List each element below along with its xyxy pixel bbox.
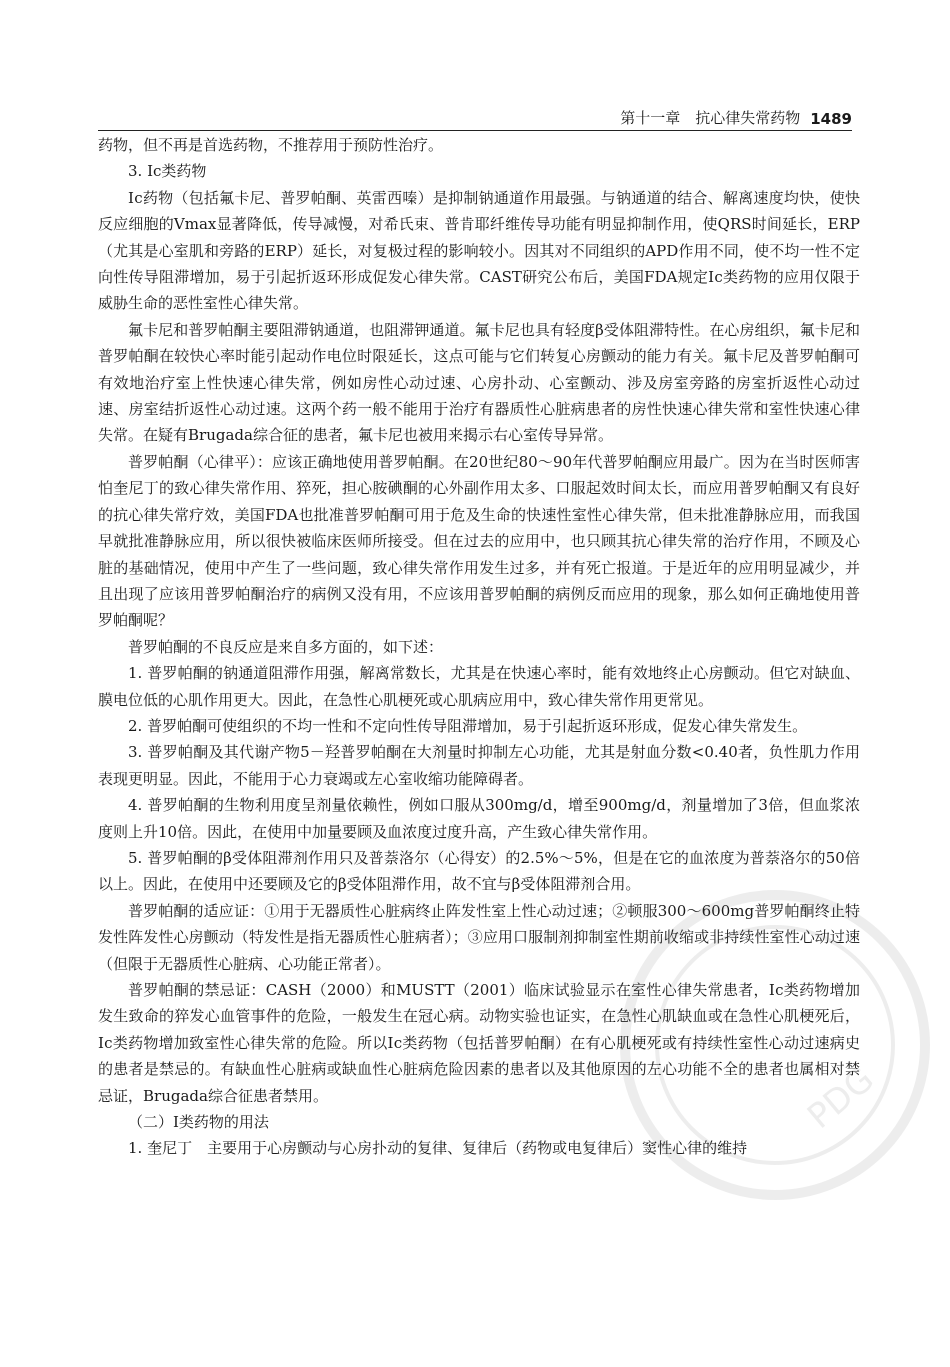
watermark-label: PDG <box>800 1059 882 1137</box>
list-item-1: 1. 普罗帕酮的钠通道阻滞作用强，解离常数长，尤其是在快速心率时，能有效地终止心房颤动。但它对缺血、膜电位低的心肌作用更大。因此，在急性心肌梗死或心肌病应用中，致心律失常作用更常见。 <box>98 664 860 709</box>
paragraph-flecainide: 氟卡尼和普罗帕酮主要阻滞钠通道，也阻滞钾通道。氟卡尼也具有轻度β受体阻滞特性。在心房组织，氟卡尼和普罗帕酮在较快心率时能引起动作电位时限延长，这点可能与它们转复心房颤动的能力有关。氟卡尼及普罗帕酮可有效地治疗室上性快速心律失常，例如房性心动过速、心房扑动、心室颤动、涉及房室旁路的房室折返性心动过速、房室结折返性心动过速。这两个药一般不能用于治疗有器质性心脏病患者的房性快速心律失常和室性快速心律失常。在疑有Brugada综合征的患者，氟卡尼也被用来揭示右心室传导异常。 <box>98 320 860 445</box>
list-item-3: 3. 普罗帕酮及其代谢产物5－羟普罗帕酮在大剂量时抑制左心功能，尤其是射血分数<0.40者，负性肌力作用表现更明显。因此，不能用于心力衰竭或左心室收缩功能障碍者。 <box>98 743 860 788</box>
paragraph-contraindications: 普罗帕酮的禁忌证：CASH（2000）和MUSTT（2001）临床试验显示在室性心律失常患者，Ⅰc类药物增加发生致命的猝发心血管事件的危险，一般发生在冠心病。动物实验也证实，在急性心肌缺血或在急性心肌梗死后，Ⅰc类药物增加致室性心律失常的危险。所以Ⅰc类药物（包括普罗帕酮）在有心肌梗死或有持续性室性心动过速病史的患者是禁忌的。有缺血性心脏病或缺血性心脏病危险因素的患者以及其他原因的左心功能不全的患者也属相对禁忌证，Brugada综合征患者禁用。 <box>98 981 860 1105</box>
paragraph-continuation: 药物，但不再是首选药物，不推荐用于预防性治疗。 <box>98 136 444 154</box>
body-text <box>98 132 860 1162</box>
paragraph-ic-overview: Ⅰc药物（包括氟卡尼、普罗帕酮、英雷西嗪）是抑制钠通道作用最强。与钠通道的结合、解离速度均快，使快反应细胞的Vmax显著降低，传导减慢，对希氏束、普肯耶纤维传导功能有明显抑制作用，使QRS时间延长，ERP（尤其是心室肌和旁路的ERP）延长，对复极过程的影响较小。因其对不同组织的APD作用不同，使不均一性不定向性传导阻滞增加，易于引起折返环形成促发心律失常。CAST研究公布后，美国FDA规定Ⅰc类药物的应用仅限于威胁生命的恶性室性心律失常。 <box>98 188 860 313</box>
list-item-2: 2. 普罗帕酮可使组织的不均一性和不定向性传导阻滞增加，易于引起折返环形成，促发心律失常发生。 <box>128 716 808 735</box>
paragraph-quinidine: 1. 奎尼丁 主要用于心房颤动与心房扑动的复律、复律后（药物或电复律后）窦性心律的维持 <box>128 1139 748 1158</box>
paragraph-adverse-intro: 普罗帕酮的不良反应是来自多方面的，如下述： <box>128 637 444 656</box>
chapter-title: 第十一章 抗心律失常药物 <box>620 109 801 127</box>
page-number: 1489 <box>810 110 852 128</box>
subsection-heading-ic: 3. Ⅰc类药物 <box>128 162 207 181</box>
list-item-4: 4. 普罗帕酮的生物利用度呈剂量依赖性，例如口服从300mg/d，增至900mg/d，剂量增加了3倍，但血浆浓度则上升10倍。因此，在使用中加量要顾及血浓度过度升高，产生致心律失常作用。 <box>98 796 860 841</box>
list-item-5: 5. 普罗帕酮的β受体阻滞剂作用只及普萘洛尔（心得安）的2.5%～5%，但是在它的血浓度为普萘洛尔的50倍以上。因此，在使用中还要顾及它的β受体阻滞作用，故不宜与β受体阻滞剂合用。 <box>98 848 860 894</box>
paragraph-indications: 普罗帕酮的适应证：①用于无器质性心脏病终止阵发性室上性心动过速；②顿服300～600mg普罗帕酮终止特发性阵发性心房颤动（特发性是指无器质性心脏病者）；③应用口服制剂抑制室性期前收缩或非持续性室性心动过速（但限于无器质性心脏病、心功能正常者）。 <box>98 901 860 973</box>
paragraph-propafenone-intro: 普罗帕酮（心律平）：应该正确地使用普罗帕酮。在20世纪80～90年代普罗帕酮应用最广。因为在当时医师害怕奎尼丁的致心律失常作用、猝死，担心胺碘酮的心外副作用太多、口服起效时间太长，而应用普罗帕酮又有良好的抗心律失常疗效，美国FDA也批准普罗帕酮可用于危及生命的快速性室性心律失常，但未批准静脉应用，而我国早就批准静脉应用，所以很快被临床医师所接受。但在过去的应用中，也只顾其抗心律失常的治疗作用，不顾及心脏的基础情况，使用中产生了一些问题，致心律失常作用发生过多，并有死亡报道。于是近年的应用明显减少，并且出现了应该用普罗帕酮治疗的病例又没有用，不应该用普罗帕酮的病例反而应用的现象，那么如何正确地使用普罗帕酮呢？ <box>98 452 860 630</box>
section-heading-usage: （二）Ⅰ类药物的用法 <box>128 1113 269 1132</box>
running-header <box>98 104 852 131</box>
